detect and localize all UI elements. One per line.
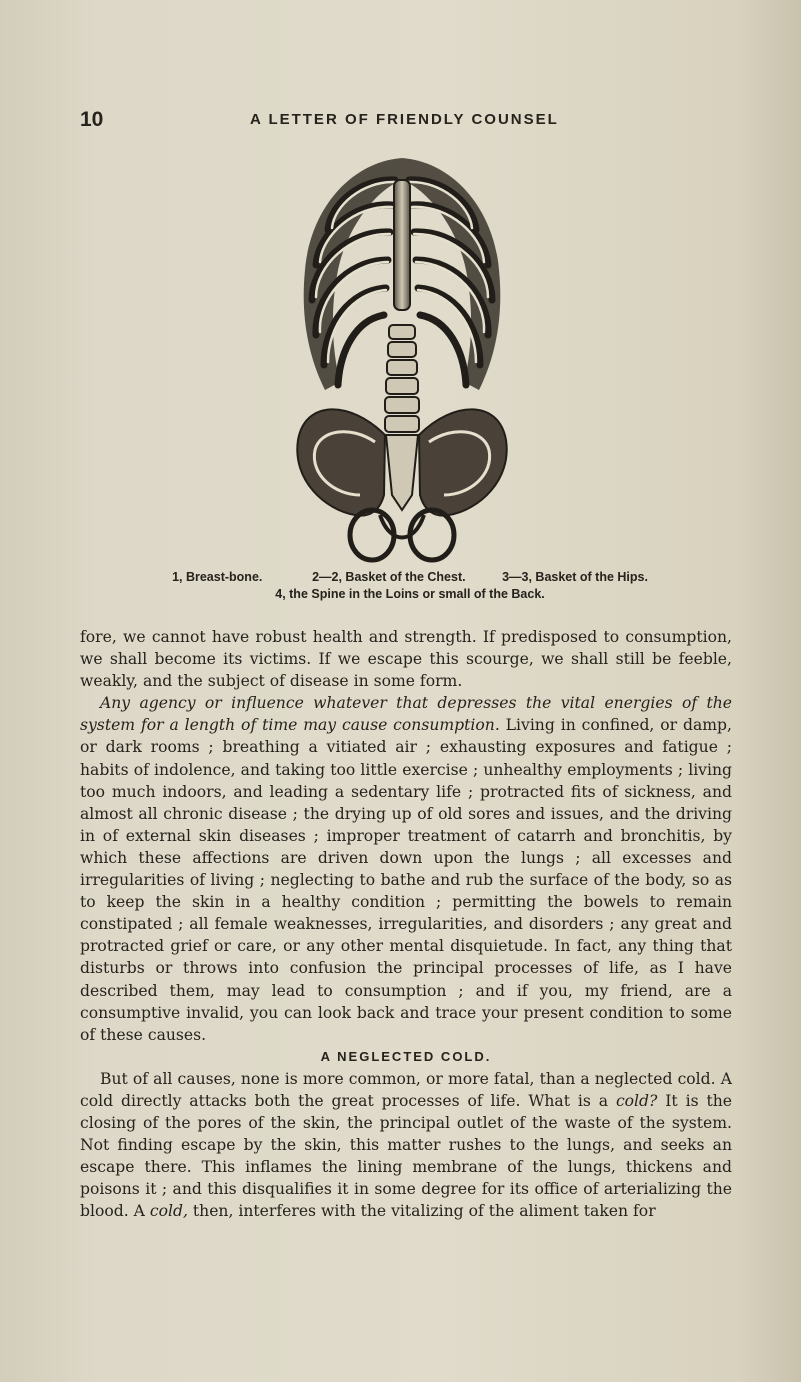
section-title: A NEGLECTED COLD. — [320, 1048, 492, 1064]
page-number: 10 — [80, 108, 104, 131]
paragraph-3-italic-cold-question: cold? — [615, 1091, 658, 1110]
paragraph-2 — [80, 692, 732, 1046]
paragraph-3-part-3: then, interferes with the vitalizing of the aliment taken for — [187, 1202, 656, 1221]
caption-item-hips: 3—3, Basket of the Hips. — [502, 570, 648, 584]
paragraph-3-part-2: It is the closing of the pores of the skin, the principal outlet of the waste of the system. Not finding escape by the skin, this matter rushes to the lungs, and seeks an escape there. This inflames the lining membrane of the lungs, thickens and poisons it ; and this disqualifies it in some degree for its office of arterializing the blood. A — [80, 1091, 732, 1221]
figure-caption — [140, 569, 680, 603]
running-title: A LETTER OF FRIENDLY COUNSEL — [250, 111, 559, 128]
page-header — [80, 108, 730, 132]
caption-item-chest: 2—2, Basket of the Chest. — [312, 570, 466, 584]
caption-item-breastbone: 1, Breast-bone. — [172, 570, 263, 584]
caption-line-1 — [140, 569, 680, 586]
body-text — [80, 626, 732, 1222]
skeleton-torso-illustration-icon — [280, 150, 525, 570]
paragraph-3 — [80, 1068, 732, 1223]
paragraph-3-italic-cold: cold, — [149, 1202, 188, 1221]
paragraph-1: fore, we cannot have robust health and strength. If predisposed to consumption, we shall become its victims. If we escape this scourge, we shall still be feeble, weakly, and the subject of disease in some form. — [80, 628, 732, 691]
caption-line-2: 4, the Spine in the Loins or small of the Back. — [275, 587, 545, 601]
paragraph-3-part-1: But of all causes, none is more common, or more fatal, than a neglected cold. A cold directly attacks both the great processes of life. What is a — [80, 1069, 732, 1110]
paragraph-2-text: Living in confined, or damp, or dark rooms ; breathing a vitiated air ; exhausting exposures and fatigue ; habits of indolence, and taking too little exercise ; unhealthy employments ; living too much indoors, and leading a sedentary life ; protracted fits of sickness, and almost all chronic disease ; the drying up of old sores and issues, and the driving in of external skin diseases ; improper treatment of catarrh and bronchitis, by which these affections are driven down upon the lungs ; all excesses and irregularities of living ; neglecting to bathe and rub the surface of the body, so as to keep the skin in a healthy condition ; permitting the bowels to remain constipated ; all female weaknesses, irregularities, and disorders ; any great and protracted grief or care, or any other mental disquietude. In fact, any thing that disturbs or throws into confusion the principal processes of life, as I have described them, may lead to consumption ; and if you, my friend, are a consumptive invalid, you can look back and trace your present condition to some of these causes. — [80, 716, 732, 1044]
skeleton-drawing — [280, 150, 525, 570]
paragraph-2-italic-lead: Any agency or influence whatever that depresses the vital energies of the system for a length of time may cause consumption. — [80, 694, 732, 735]
